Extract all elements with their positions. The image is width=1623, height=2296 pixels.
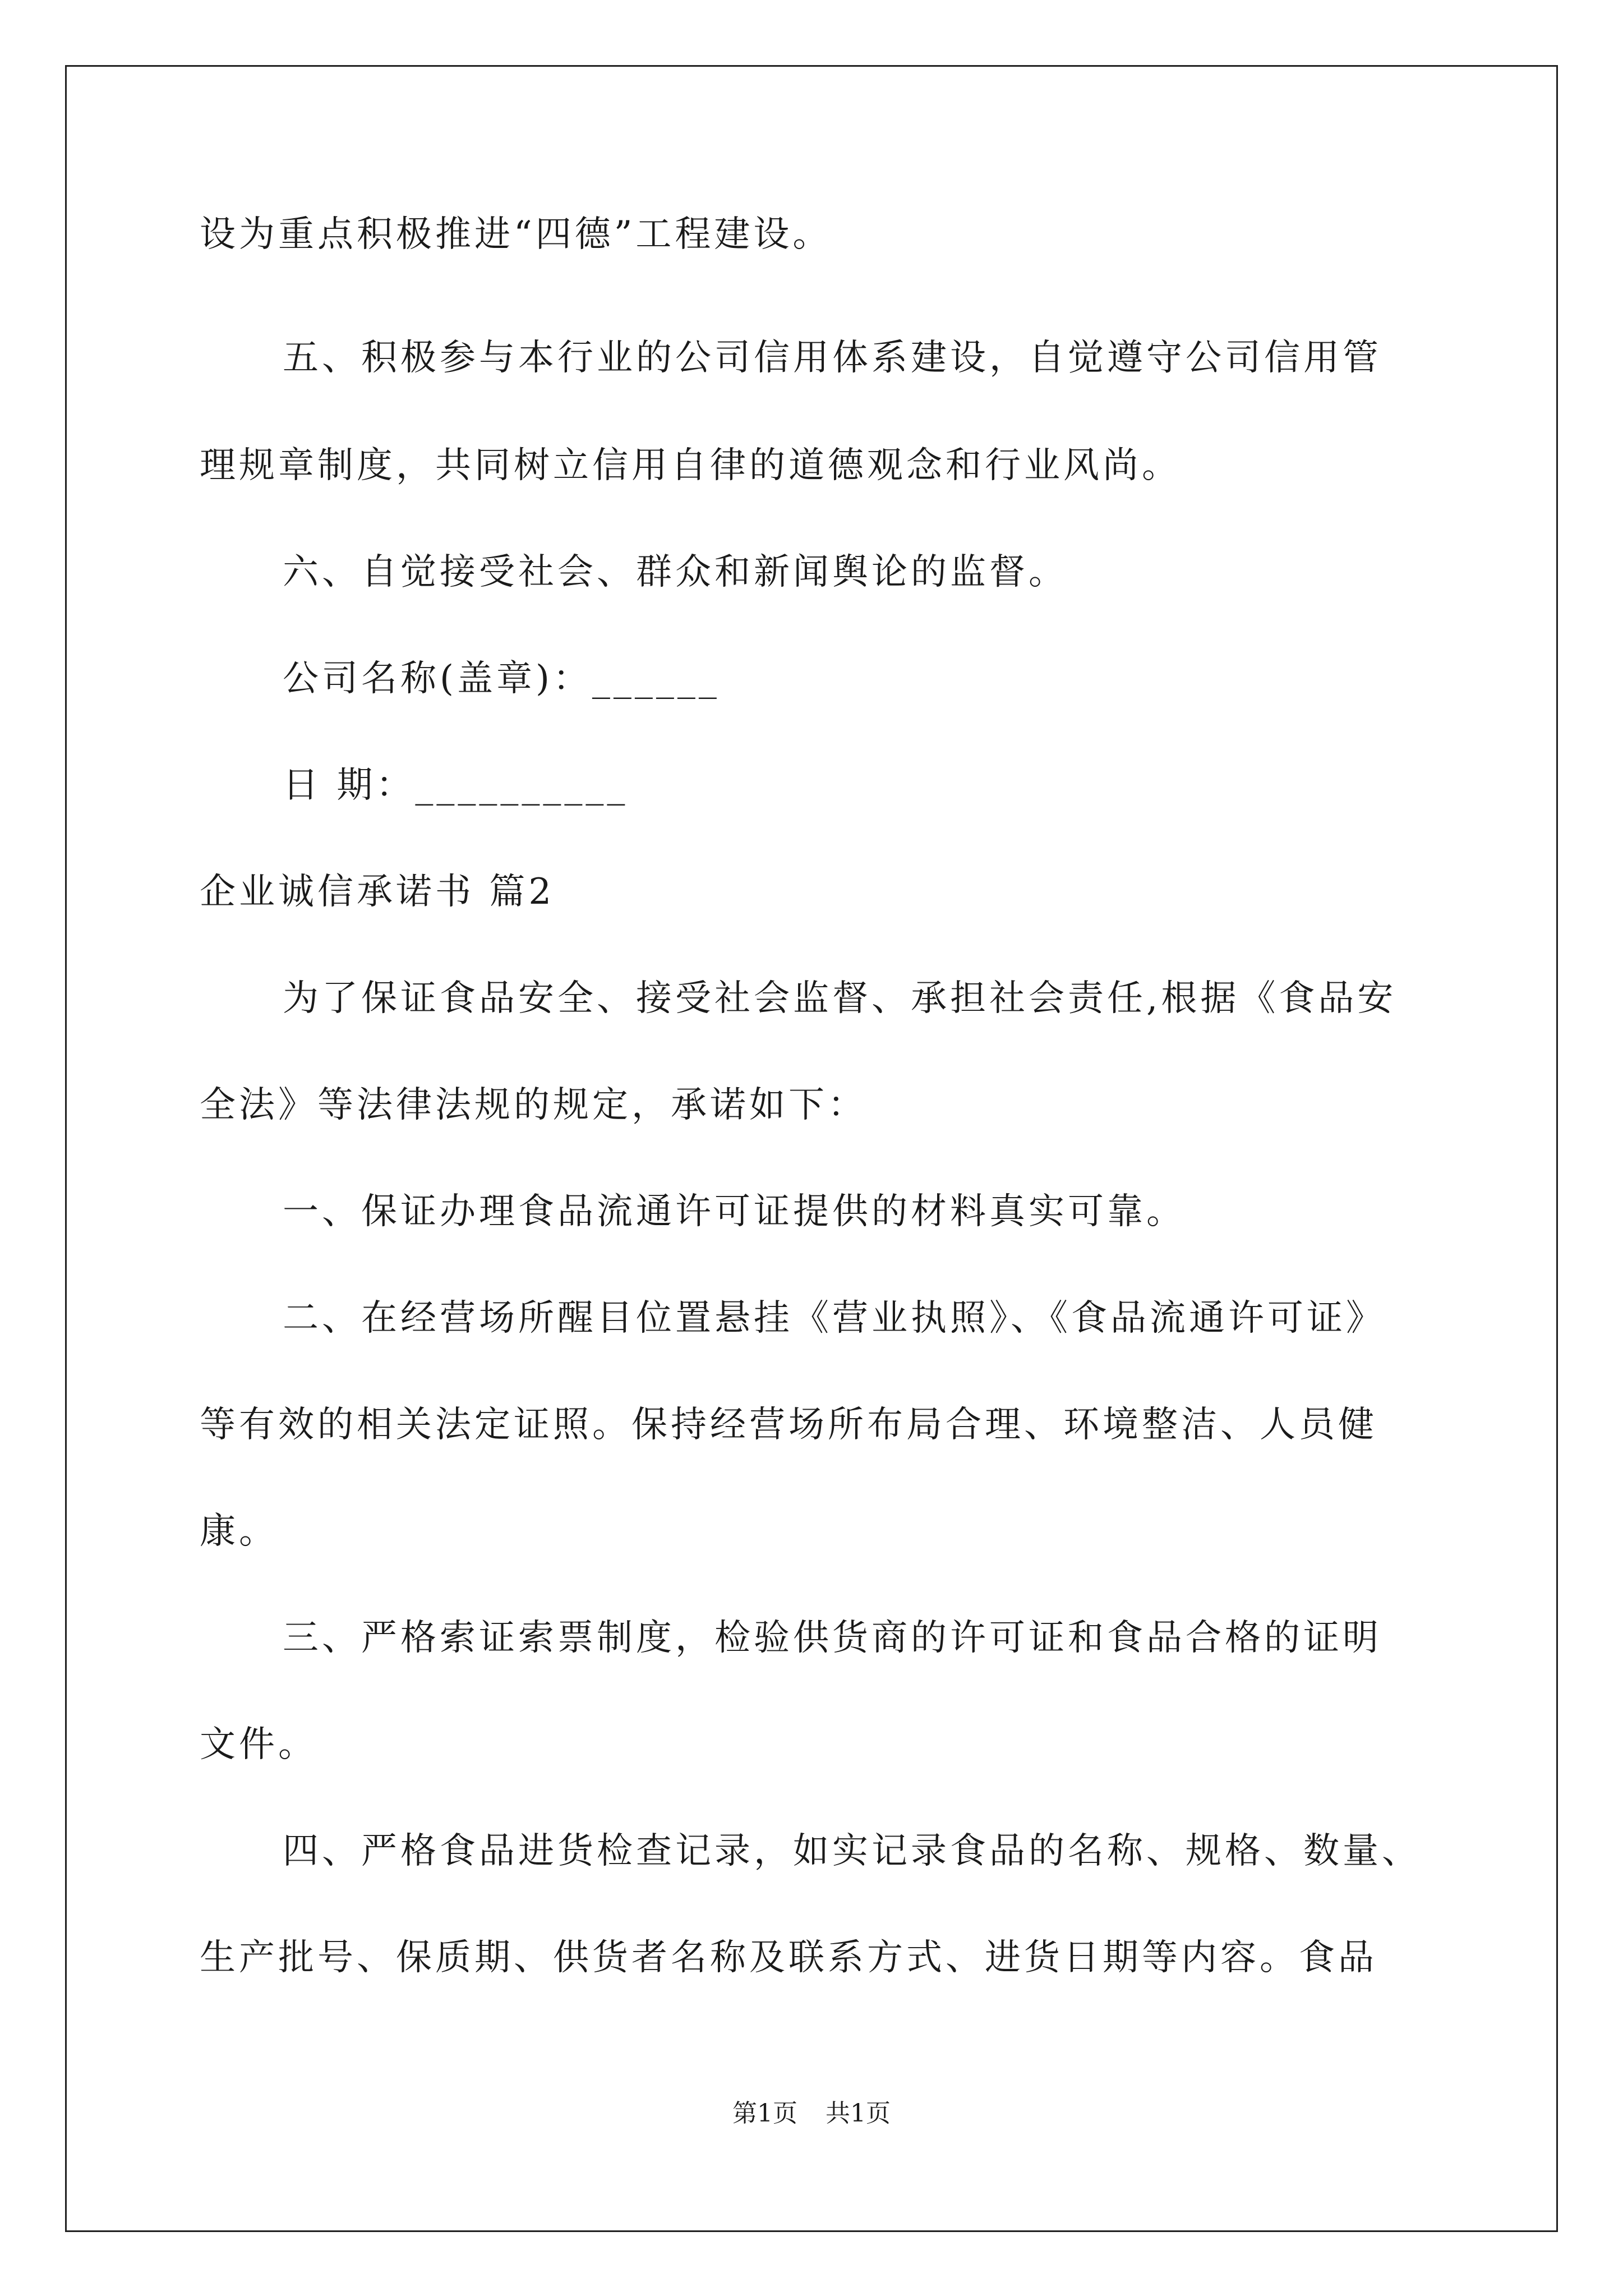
paragraph-line: 三、严格索证索票制度，检验供货商的许可证和食品合格的证明: [283, 1617, 1382, 1659]
date-line: 日 期：__________: [283, 765, 629, 806]
page-number: 第1页: [732, 2099, 797, 2128]
paragraph-line: 六、自觉接受社会、群众和新闻舆论的监督。: [283, 551, 1068, 593]
paragraph-line: 四、严格食品进货检查记录，如实记录食品的名称、规格、数量、: [283, 1830, 1421, 1872]
paragraph-line: 设为重点积极推进“四德”工程建设。: [200, 214, 832, 255]
paragraph-line: 文件。: [200, 1724, 317, 1765]
paragraph-line: 生产批号、保质期、供货者名称及联系方式、进货日期等内容。食品: [200, 1937, 1377, 1978]
paragraph-line: 等有效的相关法定证照。保持经营场所布局合理、环境整洁、人员健: [200, 1404, 1377, 1446]
paragraph-line: 为了保证食品安全、接受社会监督、承担社会责任,根据《食品安: [283, 978, 1397, 1019]
page-border: [65, 65, 1558, 2232]
page-footer: [0, 2098, 1623, 2129]
paragraph-line: 一、保证办理食品流通许可证提供的材料真实可靠。: [283, 1191, 1186, 1232]
paragraph-line: 全法》等法律法规的规定，承诺如下：: [200, 1084, 867, 1126]
page-total: 共1页: [826, 2099, 891, 2128]
section-heading: 企业诚信承诺书 篇2: [200, 871, 555, 913]
paragraph-line: 五、积极参与本行业的公司信用体系建设，自觉遵守公司信用管: [283, 337, 1382, 379]
paragraph-line: 理规章制度，共同树立信用自律的道德观念和行业风尚。: [200, 445, 1181, 486]
paragraph-line: 二、在经营场所醒目位置悬挂《营业执照》、《食品流通许可证》: [283, 1297, 1385, 1339]
paragraph-line: 康。: [200, 1511, 278, 1552]
company-name-line: 公司名称(盖章)：______: [283, 658, 720, 700]
